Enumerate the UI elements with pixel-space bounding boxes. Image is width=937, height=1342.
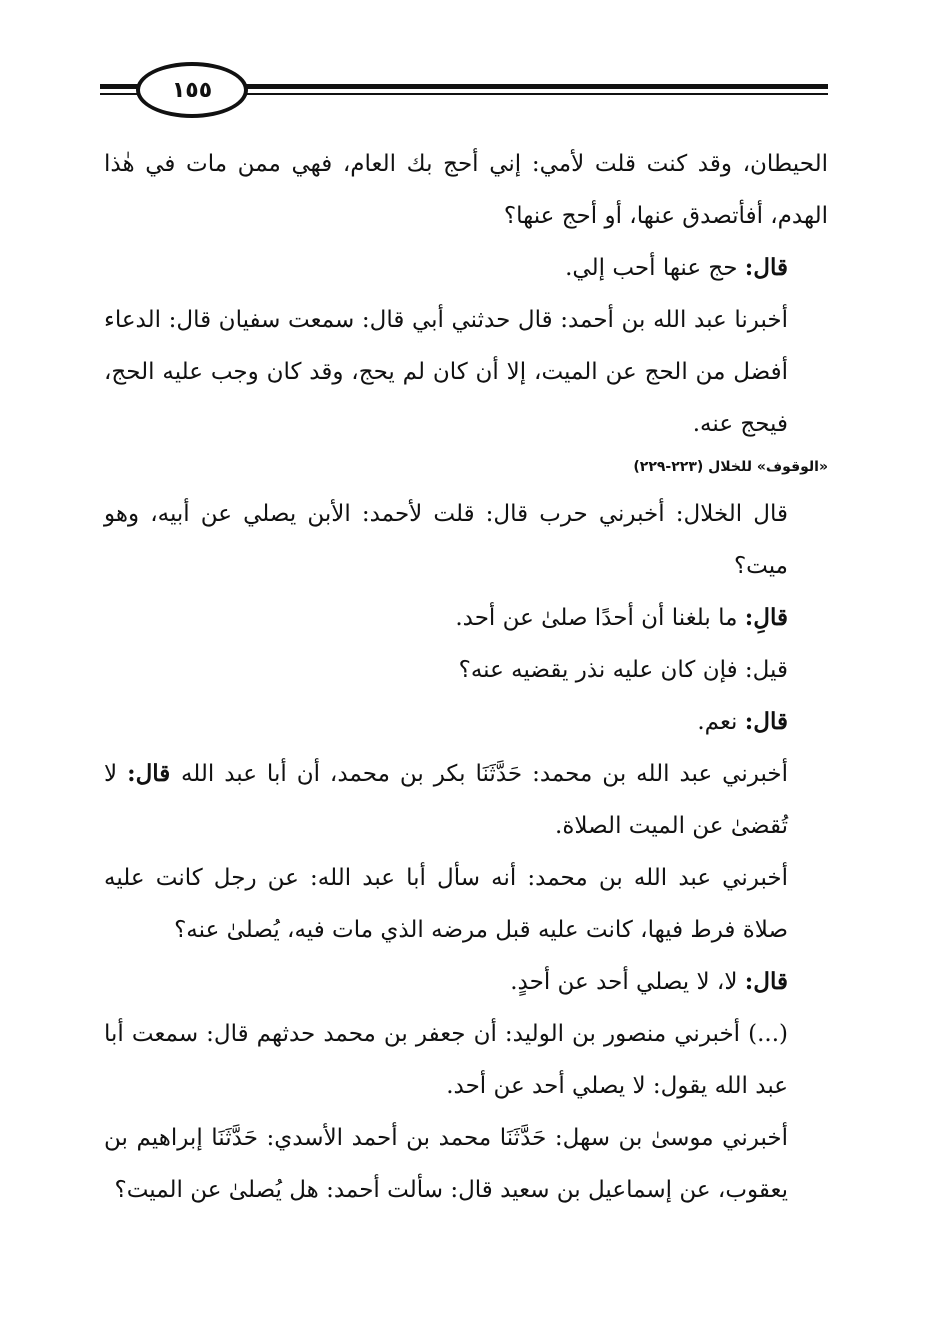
keyword-qal: قال:: [127, 760, 181, 787]
paragraph: قالِ: ما بلغنا أن أحدًا صلىٰ عن أحد.: [455, 604, 788, 631]
keyword-qal: قالِ:: [744, 604, 788, 631]
keyword-qal: قال:: [744, 968, 788, 995]
page-body: [104, 138, 828, 1216]
source-citation: «الوقوف» للخلال (٢٢٣-٢٢٩): [633, 459, 828, 475]
paragraph: قيل: فإن كان عليه نذر يقضيه عنه؟: [458, 657, 788, 683]
keyword-qal: قال:: [744, 254, 788, 281]
paragraph: أخبرنا عبد الله بن أحمد: قال حدثني أبي قال: سمعت سفيان قال: الدعاء أفضل من الحج عن الميت، إلا أن كان لم يحج، وقد كان وجب عليه الحج، فيحج عنه.: [104, 307, 788, 437]
paragraph: قال: لا، لا يصلي أحد عن أحدٍ.: [510, 968, 788, 995]
keyword-qal: قال:: [744, 708, 788, 735]
page-number-badge: [136, 62, 248, 118]
paragraph: الحيطان، وقد كنت قلت لأمي: إني أحج بك العام، فهي ممن مات في هٰذا الهدم، أفأتصدق عنها، أو أحج عنها؟: [104, 151, 828, 229]
paragraph: قال: حج عنها أحب إلي.: [565, 254, 788, 281]
paragraph: أخبرني موسىٰ بن سهل: حَدَّثَنَا محمد بن أحمد الأسدي: حَدَّثَنَا إبراهيم بن يعقوب، عن إسماعيل بن سعيد قال: سألت أحمد: هل يُصلىٰ عن الميت؟: [104, 1125, 788, 1203]
paragraph: (...) أخبرني منصور بن الوليد: أن جعفر بن محمد حدثهم قال: سمعت أبا عبد الله يقول: لا يصلي أحد عن أحد.: [104, 1021, 788, 1099]
paragraph: أخبرني عبد الله بن محمد: أنه سأل أبا عبد الله: عن رجل كانت عليه صلاة فرط فيها، كانت عليه قبل مرضه الذي مات فيه، يُصلىٰ عنه؟: [104, 865, 788, 943]
paragraph: قال الخلال: أخبرني حرب قال: قلت لأحمد: الأبن يصلي عن أبيه، وهو ميت؟: [104, 501, 788, 579]
paragraph: قال: نعم.: [697, 708, 788, 735]
page-header: [100, 62, 828, 120]
paragraph: أخبرني عبد الله بن محمد: حَدَّثَنَا بكر بن محمد، أن أبا عبد الله قال: لا تُقضىٰ عن الميت الصلاة.: [104, 760, 788, 839]
page-number: ١٥٥: [171, 77, 213, 103]
